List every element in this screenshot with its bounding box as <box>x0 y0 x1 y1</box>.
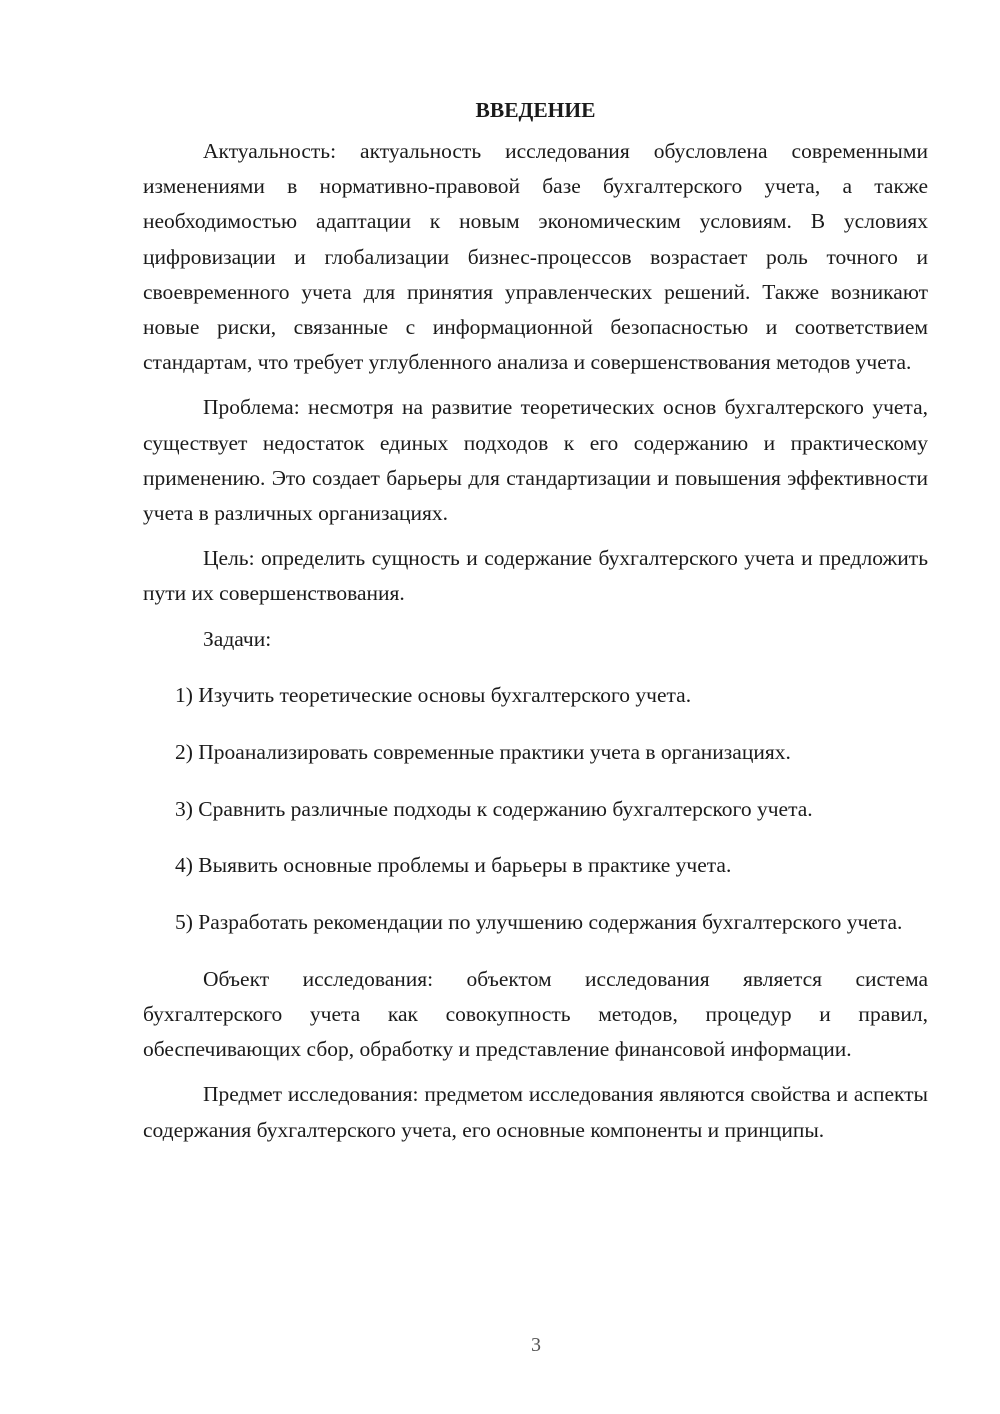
task-item-1: 1) Изучить теоретические основы бухгалтерского учета. <box>175 683 692 708</box>
task-item-3: 3) Сравнить различные подходы к содержанию бухгалтерского учета. <box>175 796 813 821</box>
task-item-4: 4) Выявить основные проблемы и барьеры в практике учета. <box>175 853 732 878</box>
task-item-5: 5) Разработать рекомендации по улучшению содержания бухгалтерского учета. <box>175 910 903 935</box>
section-title: ВВЕДЕНИЕ <box>475 98 596 122</box>
task-item-2: 2) Проанализировать современные практики учета в организациях. <box>175 740 791 765</box>
paragraph-goal: Цель: определить сущность и содержание бухгалтерского учета и предложить пути их совершенствования. <box>143 546 928 606</box>
paragraph-relevance: Актуальность: актуальность исследования обусловлена современными изменениями в нормативно-правовой базе бухгалтерского учета, а также необходимостью адаптации к новым экономическим условиям. В условиях цифровизации и глобализации бизнес-процессов возрастает роль точного и своевременного учета для принятия управленческих решений. Также возникают новые риски, связанные с информационной безопасностью и соответствием стандартам, что требует углубленного анализа и совершенствования методов учета. <box>143 139 928 375</box>
document-page <box>143 92 928 1148</box>
paragraph-object: Объект исследования: объектом исследования является система бухгалтерского учета как совокупность методов, процедур и правил, обеспечивающих сбор, обработку и представление финансовой информации. <box>143 966 928 1062</box>
page-number: 3 <box>531 1334 541 1356</box>
tasks-label: Задачи: <box>203 626 272 651</box>
paragraph-problem: Проблема: несмотря на развитие теоретических основ бухгалтерского учета, существует недостаток единых подходов к его содержанию и практическому применению. Это создает барьеры для стандартизации и повышения эффективности учета в различных организациях. <box>143 395 928 526</box>
paragraph-subject: Предмет исследования: предметом исследования являются свойства и аспекты содержания бухгалтерского учета, его основные компоненты и принципы. <box>143 1082 928 1142</box>
